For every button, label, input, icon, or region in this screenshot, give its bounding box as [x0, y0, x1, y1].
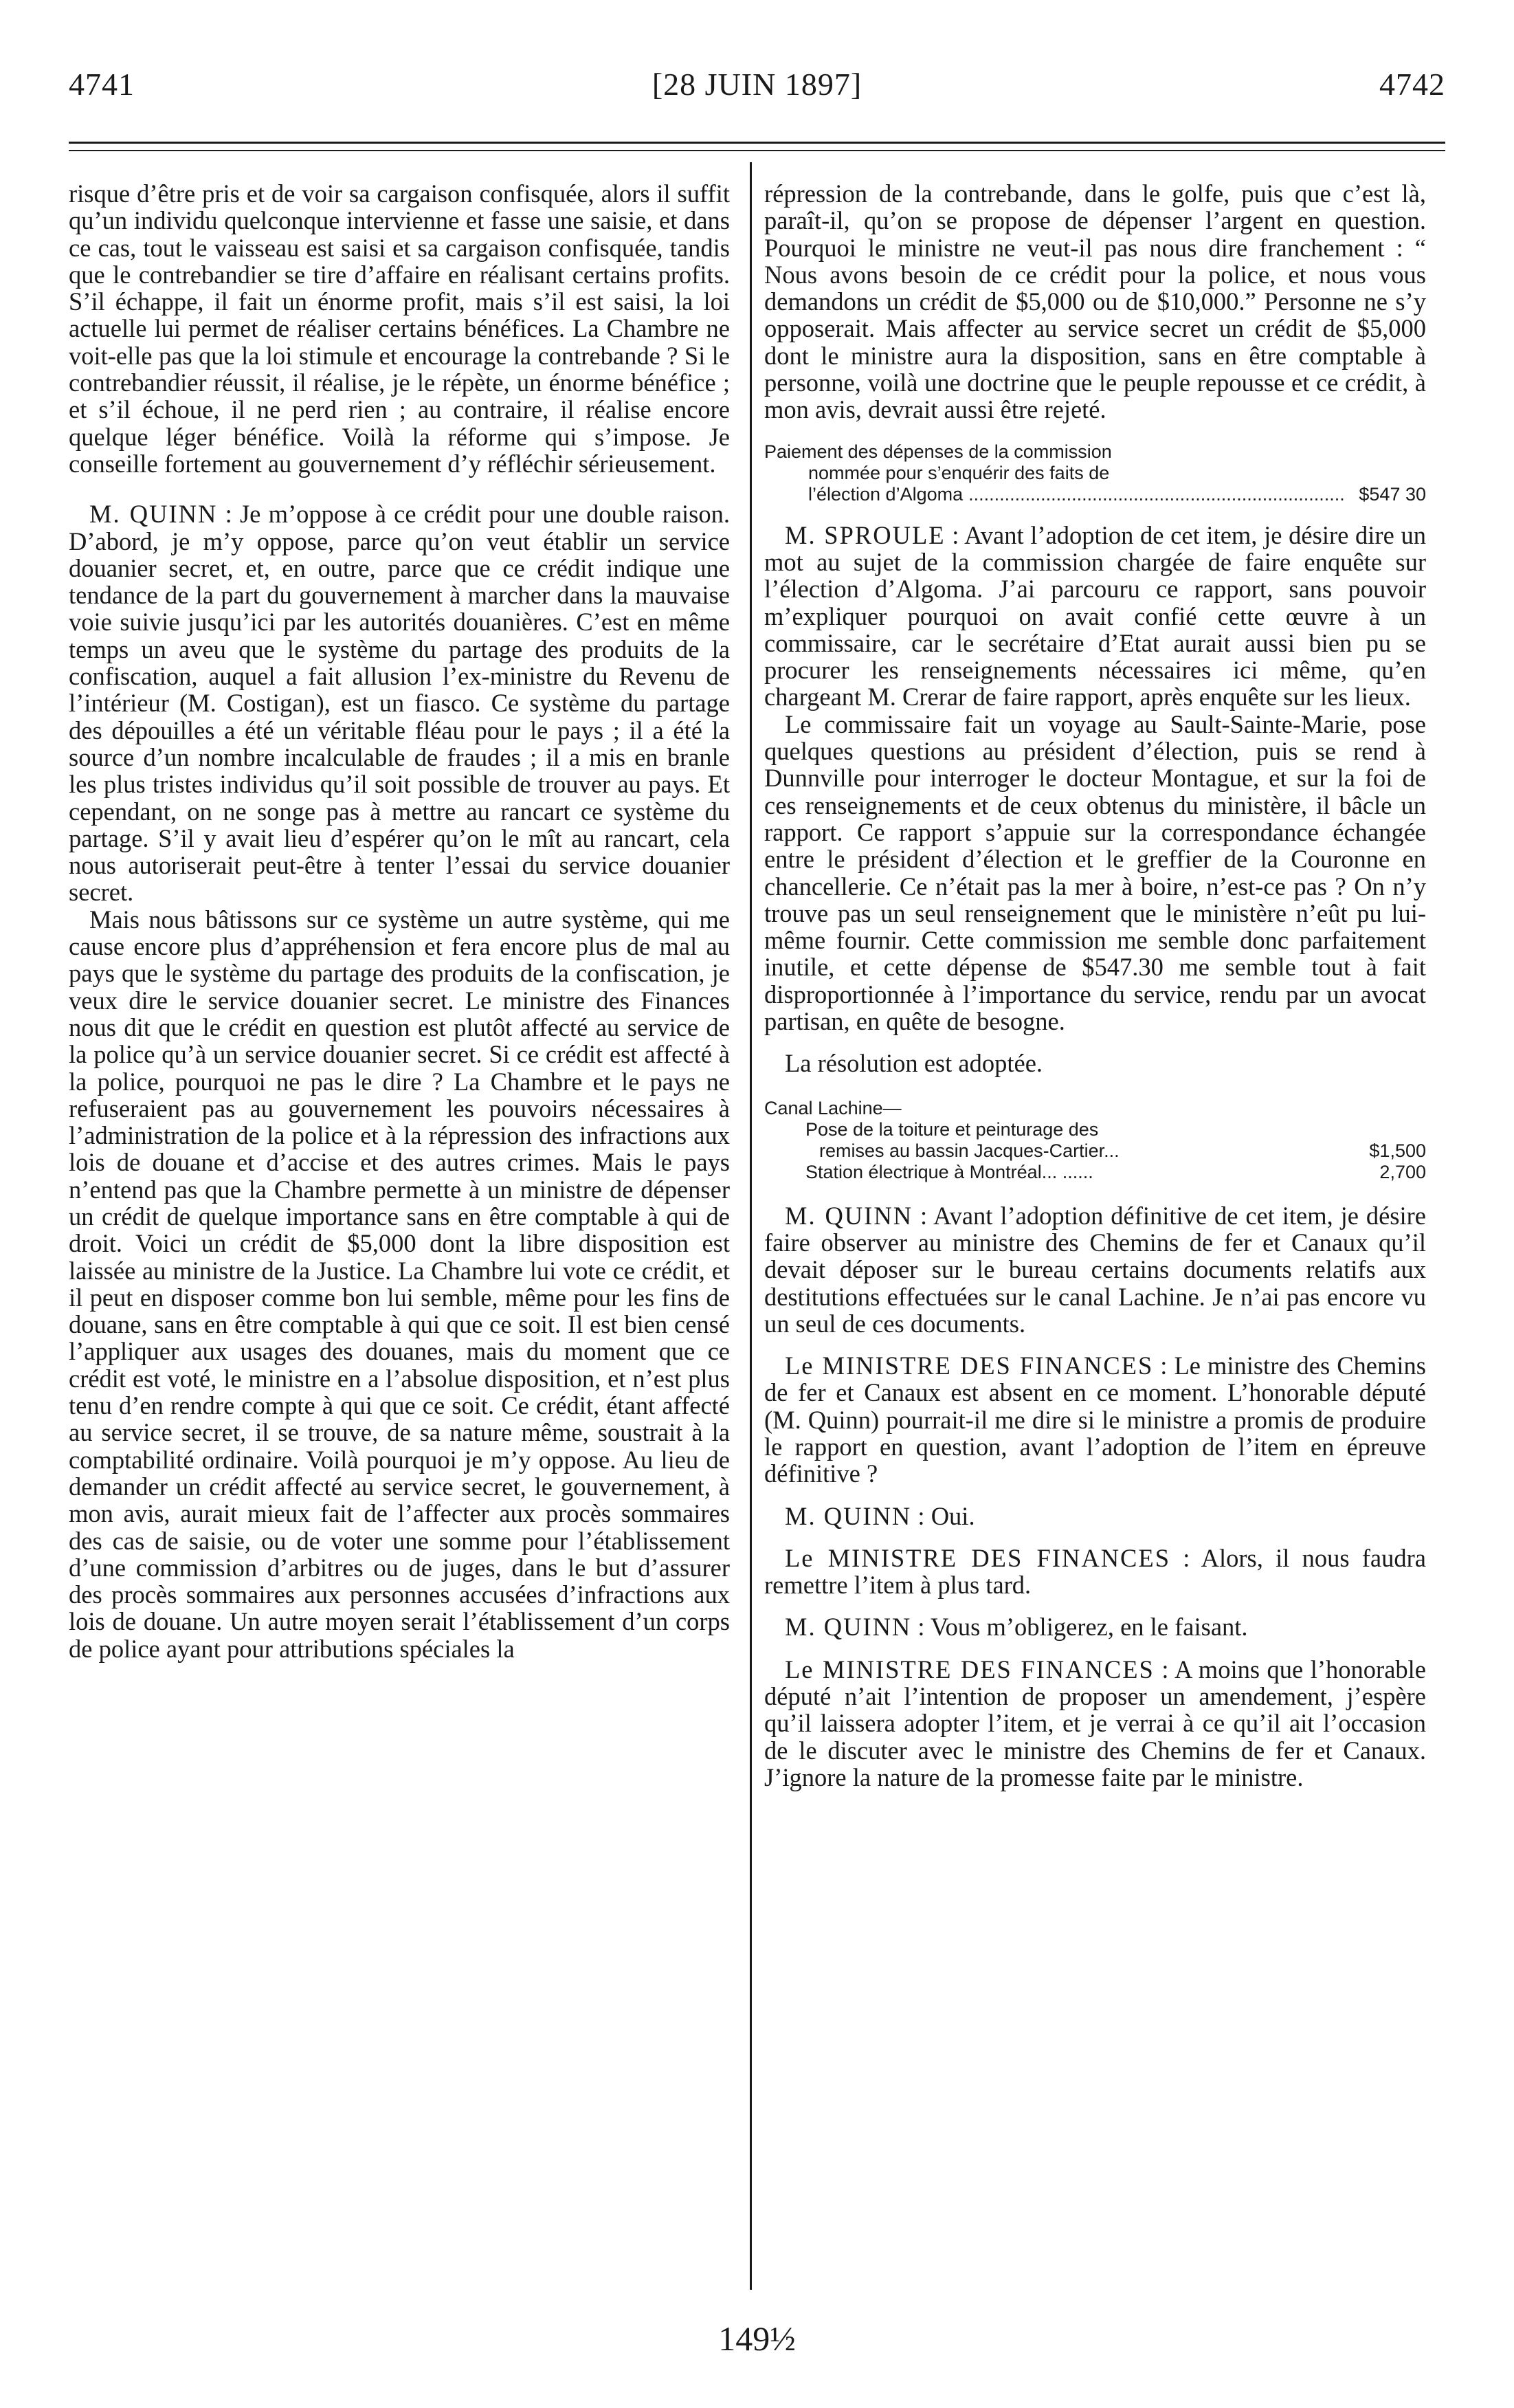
paragraph: Le commissaire fait un voyage au Sault-Sainte-Marie, pose quelques questions au président d’élection, puis se rend à Dunnville pour interroger le docteur Montague, et sur la foi de ces renseignements et de ceux obtenus du ministère, il bâcle un rapport. Ce rapport s’appuie sur la correspondance échangée entre le président d’élection et le greffier de la Couronne en chancellerie. Ce n’était pas la mer à boire, n’est-ce pas ? On n’y trouve pas un seul renseignement que le ministère n’eût pu lui-même fournir. Cette commission me semble donc parfaitement inutile, et cette dépense de $547.30 me semble tout à fait disproportionnée à l’importance du service, rendu par un avocat partisan, en quête de besogne. — [764, 709, 1426, 1036]
item-amount: $547 30 — [1359, 483, 1426, 505]
speech-text: : Le ministre des Chemins de fer et Canaux est absent en ce moment. L’honorable député (M. Quinn) pourrait-il me dire si le ministre a promis de produire le rapport en question, avant l’adoption de l’item en épreuve définitive ? — [764, 1351, 1426, 1488]
item-heading: Canal Lachine— — [764, 1097, 902, 1118]
right-column — [764, 180, 1426, 1791]
paragraph: répression de la contrebande, dans le golfe, puis que c’est là, paraît-il, qu’on se propose de dépenser l’argent en question. Pourquoi le ministre ne veut-il pas nous dire franchement : “ Nous avons besoin de ce crédit pour la police, et nous vous demandons un crédit de $5,000 ou de $10,000.” Personne ne s’y opposerait. Mais affecter au service secret un crédit de $5,000 dont le ministre aura la disposition, sans en être comptable à personne, voilà une doctrine que le peuple repousse et ce crédit, à mon avis, devrait aussi être rejeté. — [764, 179, 1426, 424]
page-date: [28 JUIN 1897] — [652, 67, 862, 102]
speech-text: : Vous m’obligerez, en le faisant. — [911, 1613, 1248, 1642]
item-line — [764, 484, 1426, 505]
paragraph — [764, 1352, 1426, 1487]
speaker-name: M. QUINN — [785, 1501, 912, 1530]
speaker-name: Le MINISTRE DES FINANCES — [785, 1543, 1170, 1572]
item-amount: 2,700 — [1379, 1161, 1426, 1182]
speaker-name: Le MINISTRE DES FINANCES — [785, 1655, 1155, 1683]
paragraph — [764, 1503, 1426, 1529]
speaker-name: M. QUINN — [89, 500, 218, 529]
budget-item-algoma — [764, 441, 1426, 505]
item-text: l’élection d’Algoma — [808, 483, 964, 505]
speaker-name: M. QUINN — [785, 1613, 912, 1642]
speech-text: : A moins que l’honorable député n’ait l’intention de proposer un amendement, j’espère qu’il laissera adopter l’item, et je verrai à ce qu’il ait l’occasion de le discuter avec le ministre des Chemins de fer et Canaux. J’ignore la nature de la promesse faite par le ministre. — [764, 1655, 1426, 1791]
speech-text: : Alors, il nous faudra remettre l’item à plus tard. — [764, 1543, 1426, 1600]
paragraph — [69, 500, 730, 905]
speaker-name: M. QUINN — [785, 1201, 913, 1230]
paragraph — [764, 1545, 1426, 1599]
page-number-left: 4741 — [69, 67, 135, 102]
leader-dots — [968, 484, 1345, 505]
speech-text: : Oui. — [911, 1501, 975, 1530]
paragraph: risque d’être pris et de voir sa cargaison confisquée, alors il suffit qu’un individu quelconque intervienne et fasse une saisie, et dans ce cas, tout le vaisseau est saisi et sa cargaison confisquée, tandis que le contrebandier se tire d’affaire en réalisant certains profits. S’il échappe, il fait un énorme profit, mais s’il est saisi, la loi actuelle lui permet de réaliser certains bénéfices. La Chambre ne voit-elle pas que la loi stimule et encourage la contrebande ? Si le contrebandier réussit, il réalise, je le répète, un énorme bénéfice ; et s’il échoue, il ne perd rien ; au contraire, il réalise encore quelque léger bénéfice. Voilà la réforme qui s’impose. Je conseille fortement au gouvernement d’y réfléchir sérieusement. — [69, 179, 730, 478]
resolution-line: La résolution est adoptée. — [785, 1049, 1043, 1078]
column-divider — [750, 162, 752, 2290]
item-text: Station électrique à Montréal... ...... — [805, 1161, 1093, 1182]
header-rule — [69, 142, 1445, 144]
left-column — [69, 180, 730, 1662]
item-line: Paiement des dépenses de la commission — [764, 441, 1112, 462]
speech-text: : Je m’oppose à ce crédit pour une double raison. D’abord, je m’y oppose, parce qu’on veut établir un service douanier secret, et, en outre, parce que ce crédit indique une tendance de la part du gouvernement à marcher dans la mauvaise voie suivie jusqu’ici par les autorités douanières. C’est en même temps un aveu que le système du partage des produits de la confiscation, auquel a fait allusion l’ex-ministre du Revenu de l’intérieur (M. Costigan), est un fiasco. Ce système du partage des dépouilles a été un véritable fléau pour le pays ; il a été la source d’un nombre incalculable de fraudes ; il a mis en branle les plus tristes individus qu’il soit possible de trouver au pays. Et cependant, on ne songe pas à mettre au rancart ce système du partage. S’il y avait lieu d’espérer qu’on le mît au rancart, cela nous autoriserait peut-être à tenter l’essai du service douanier secret. — [69, 500, 730, 907]
item-line — [764, 1162, 1426, 1183]
paragraph: Mais nous bâtissons sur ce système un autre système, qui me cause encore plus d’appréhension et fera encore plus de mal au pays que le système du partage des produits de la confiscation, je veux dire le service douanier secret. Le ministre des Finances nous dit que le crédit en question est plutôt affecté au service de la police qu’à un service douanier secret. Si ce crédit est affecté à la police, pourquoi ne pas le dire ? La Chambre et le pays ne refuseraient pas au gouvernement les pouvoirs nécessaires à l’administration de la police et à la répression des infractions aux lois de douane et d’accise et des autres crimes. Mais le pays n’entend pas que la Chambre permette à un ministre de dépenser un crédit de quelque importance sans en être comptable à qui de droit. Voici un crédit de $5,000 dont la libre disposition est laissée au ministre de la Justice. La Chambre lui vote ce crédit, et il peut en disposer comme bon lui semble, même pour les fins de douane, sans en être comptable à qui que ce soit. Il est bien censé l’appliquer aux usages des douanes, mais du moment que ce crédit est voté, le ministre en a l’absolue disposition, et n’est plus tenu d’en rendre compte à qui que ce soit. Ce crédit, étant affecté au service secret, il se trouve, de sa nature même, soustrait à la comptabilité ordinaire. Voilà pourquoi je m’y oppose. Au lieu de demander un crédit affecté au service secret, le gouvernement, à mon avis, aurait mieux fait de l’affecter aux procès sommaires des cas de saisie, ou de voter une somme pour l’établissement d’une commission d’arbitres ou de juges, dans le but d’assurer des procès sommaires aux personnes accusées d’infractions aux lois de douane. Un autre moyen serait l’établissement d’un corps de police ayant pour attributions spéciales la — [69, 905, 730, 1663]
speaker-name: M. SPROULE — [785, 520, 946, 549]
speech-text: : Avant l’adoption de cet item, je désire dire un mot au sujet de la commission chargée de faire enquête sur l’élection d’Algoma. J’ai parcouru ce rapport, sans pouvoir m’expliquer pourquoi on avait confié cette œuvre à un commissaire, car le secrétaire d’Etat aurait aussi bien pu se procurer les renseignements nécessaires ici même, qu’en chargeant M. Crerar de faire rapport, après enquête sur les lieux. — [764, 520, 1426, 711]
header-rule-thin — [69, 150, 1445, 151]
item-line: Pose de la toiture et peinturage des — [805, 1118, 1099, 1140]
folio-number: 149½ — [718, 2319, 796, 2358]
item-line — [764, 1140, 1426, 1162]
speaker-name: Le MINISTRE DES FINANCES — [785, 1351, 1154, 1380]
paragraph — [764, 522, 1426, 711]
paragraph — [764, 1613, 1426, 1640]
speech-text: : Avant l’adoption définitive de cet item, je désire faire observer au ministre des Chemins de fer et Canaux qu’il devait déposer sur le bureau certains documents relatifs aux destitutions effectuées sur le canal Lachine. Je n’ai pas encore vu un seul de ces documents. — [764, 1201, 1427, 1338]
item-amount: $1,500 — [1369, 1140, 1426, 1161]
item-line: nommée pour s’enquérir des faits de — [808, 462, 1110, 483]
item-text: remises au bassin Jacques-Cartier... — [819, 1140, 1120, 1161]
paragraph — [764, 1202, 1426, 1337]
page-number-right: 4742 — [1379, 67, 1445, 102]
budget-item-canal-lachine — [764, 1098, 1426, 1183]
paragraph — [764, 1656, 1426, 1791]
